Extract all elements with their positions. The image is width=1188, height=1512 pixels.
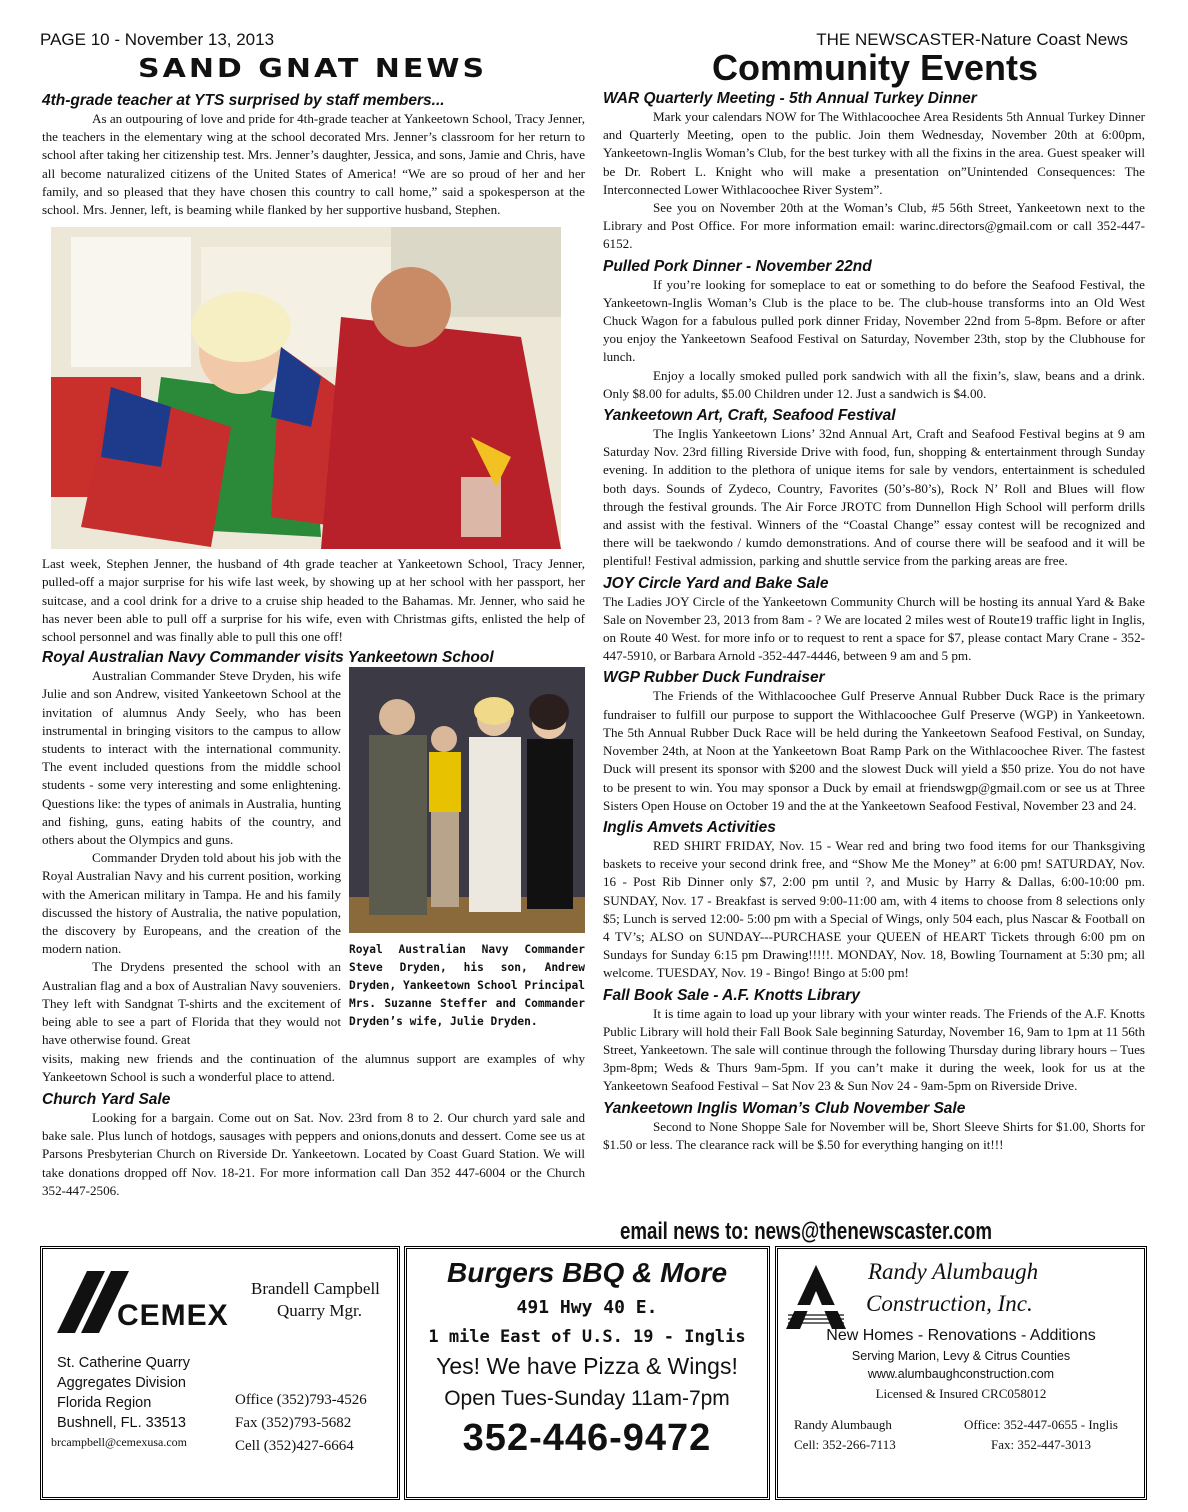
contact-name: Brandell Campbell xyxy=(251,1279,380,1298)
event-headline: Yankeetown Art, Craft, Seafood Festival xyxy=(603,407,896,425)
page-number-date: PAGE 10 - November 13, 2013 xyxy=(40,30,275,49)
right-column xyxy=(603,86,1145,1154)
office-phone: Office: 352-447-0655 - Inglis xyxy=(964,1417,1118,1432)
event-paragraph: The Ladies JOY Circle of the Yankeetown Community Church will be hosting its annual Yard & Bake Sale on November 23, 2013 from 8am - ? We are located 2 miles west of Route19 traffic light in Inglis, on Route 40 West. for more info or to request to rent a space for $7, please contact Mary Crane - 352-447-5910, or Barbara Arnold -352-447-4446, between 9 am and 5 pm. xyxy=(603,593,1145,664)
pizza-wings: Yes! We have Pizza & Wings! xyxy=(436,1353,738,1379)
event-headline: Inglis Amvets Activities xyxy=(603,818,776,836)
event-paragraph: The Friends of the Withlacoochee Gulf Preserve Annual Rubber Duck Race is the primary fundraiser to fulfill our purpose to support the Withlacoochee Gulf Preserve (WGP) in Yankeetown. The 5th Annual Rubber Duck Race will be held during the Yankeetown Seafood Festival, on Sunday, November 24th, at Noon at the Yankeetown Boat Ramp Park on the Withlacoochee River. The fastest Duck will present its sponsor with $200 and the slowest Duck will yield a $50 prize. You do not have to be present to win. You may sponsor a Duck by email at friendswgp@gmail.com or see us at Three Sisters Open House on October 19 and the at the Yankeetown Seafood Festival, November 23 and 24. xyxy=(603,688,1145,813)
office-contact xyxy=(946,1415,1136,1455)
article-headline: Royal Australian Navy Commander visits Yankeetown School xyxy=(42,649,494,667)
company-owner-name: Randy Alumbaugh xyxy=(868,1259,1039,1284)
service-area: Serving Marion, Levy & Citrus Counties xyxy=(851,1349,1071,1363)
phone-line: Fax (352)793-5682 xyxy=(235,1415,352,1431)
website[interactable]: www.alumbaughconstruction.com xyxy=(867,1367,1055,1381)
article-paragraph: The Drydens presented the school with an Australian flag and a box of Australian Navy souveniers. They left with Sandgnat T-shirts and the excitement of being able to see a part of Florida that they would not have otherwise found. Great xyxy=(42,959,341,1048)
license: Licensed & Insured CRC058012 xyxy=(875,1386,1047,1401)
restaurant-location: 1 mile East of U.S. 19 - Inglis xyxy=(428,1327,746,1347)
article-paragraph: Commander Dryden told about his job with the Royal Australian Navy and his current position, working with the American military in Tampa. He and his family discussed the history of Australia, the native population, the discovery by Europeans, and the creation of the modern nation. xyxy=(42,850,341,957)
event-paragraph: Enjoy a locally smoked pulled pork sandwich with all the fixin’s, slaw, beans and a drink. Only $8.00 for adults, $5.00 Children under 12. Just a sandwich is $4.00. xyxy=(603,367,1145,401)
navy-photo xyxy=(349,667,585,933)
event-headline: Fall Book Sale - A.F. Knotts Library xyxy=(603,986,860,1004)
navy-photo-caption: Royal Australian Navy Commander Steve Dryden, his son, Andrew Dryden, Yankeetown School Principal Mrs. Suzanne Steffer and Commander Dryden’s wife, Julie Dryden. xyxy=(349,943,585,1029)
navy-article-body xyxy=(42,667,585,1086)
community-events-title: Community Events xyxy=(712,47,1039,88)
fax-number: Fax: 352-447-3013 xyxy=(990,1437,1092,1452)
services: New Homes - Renovations - Additions xyxy=(826,1327,1096,1344)
navy-photo-block xyxy=(349,667,585,1031)
event-paragraph: RED SHIRT FRIDAY, Nov. 15 - Wear red and bring two food items for our Thanksgiving baskets to receive your second drink free, and “Show Me the Money” at 6:00 pm! SATURDAY, Nov. 16 - Post Rib Dinner only $7, 2:00 pm until ?, and Music by Harry & Dallas, 6:00-10:00 pm. SUNDAY, Nov. 17 - Breakfast is served 9:00-11:00 am, with 4 items to choose from 8 selections only $5; Lunch is served 12:00- 5:00 pm with a Special of Wings, only 504 each, plus Nascar & Football on 4 TV’s; ALSO on SUNDAY---PURCHASE your QUEEN of HEART Tickets through 6:00 pm on Sundays for Sunday 6:15 pm Drawing!!!!!. MONDAY, Nov. 18, Bowling Tournament at 5:30 pm; all welcome. TUESDAY, Nov. 19 - Bingo! Bingo at 5:00 pm! xyxy=(603,837,1145,981)
contact-name: Randy Alumbaugh xyxy=(794,1417,892,1432)
cemex-phones xyxy=(235,1389,367,1458)
company-name: Construction, Inc. xyxy=(866,1291,1033,1316)
event-paragraph: Second to None Shoppe Sale for November will be, Short Sleeve Shirts for $1.00, Shorts for $1.50 or less. The clearance rack will be $.50 for everything hanging on it!!! xyxy=(603,1118,1145,1152)
restaurant-phone: 352-446-9472 xyxy=(462,1417,712,1459)
address-line: Aggregates Division xyxy=(57,1375,186,1391)
cemex-email[interactable]: brcampbell@cemexusa.com xyxy=(51,1435,187,1449)
article-paragraph: Last week, Stephen Jenner, the husband of 4th grade teacher at Yankeetown School, Tracy Jenner, pulled-off a major surprise for his wife last week, by showing up at her school with her passport, her suitcase, and a cool drink for a drive to a cruise ship headed to the Bahamas. Mr. Jenner, who said he has never been able to pull off a surprise for his wife, even with Christmas gifts, enlisted the help of school personnel and was finally able to pull this one off! xyxy=(42,556,585,645)
article-paragraph: Australian Commander Steve Dryden, his wife Julie and son Andrew, visited Yankeetown School at the invitation of alumnus Andy Seely, who has been instrumental in bringing visitors to the campus to allow students to interact with the international community. The event included questions from the middle school students - some very interesting and some enlightening. Questions like: the types of animals in Australia, hunting and fishing, guns, eating habits of the country, and others about the Olympics and guns. xyxy=(42,668,341,848)
article-paragraph: visits, making new friends and the continuation of the alumnus support are examples of why Yankeetown School is such a wonderful place to attend. xyxy=(42,1050,585,1084)
event-paragraph: If you’re looking for someplace to eat or something to do before the Seafood Festival, the Yankeetown-Inglis Woman’s Club is the place to be. The club-house transforms into an Old West Chuck Wagon for a fabulous pulled pork dinner Friday, November 22nd from 5-8pm. Before or after you enjoy the Yankeetown Seafood Festival on Saturday, November 23th, stop by the Clubhouse for lunch. xyxy=(603,276,1145,365)
article-paragraph: As an outpouring of love and pride for 4th-grade teacher at Yankeetown School, Tracy Jenner, the teachers in the elementary wing at the school decorated Mrs. Jenner’s classroom for her return to school after taking her citizenship test. Mrs. Jenner’s daughter, Jessica, and sons, Jamie and Chris, have all become naturalized citizens of the United States of America! “We are so proud of her and her family, and so pleased that they have chosen this country to call home,” said a spokesperson at the school. Mrs. Jenner, left, is beaming while flanked by her supportive husband, Stephen. xyxy=(42,111,585,218)
article-headline: Church Yard Sale xyxy=(42,1090,171,1108)
phone-line: Office (352)793-4526 xyxy=(235,1392,367,1408)
event-headline: WGP Rubber Duck Fundraiser xyxy=(603,669,825,687)
phone-line: Cell (352)427-6664 xyxy=(235,1438,354,1454)
sand-gnat-news-title: SAND GNAT NEWS xyxy=(138,54,488,84)
alumbaugh-ad xyxy=(775,1246,1147,1500)
event-headline: WAR Quarterly Meeting - 5th Annual Turkey Dinner xyxy=(603,90,977,107)
address-line: Florida Region xyxy=(57,1395,152,1411)
cemex-ad xyxy=(40,1246,400,1500)
contact-title: Quarry Mgr. xyxy=(277,1301,362,1320)
quarry-address xyxy=(57,1353,190,1433)
cell-phone: Cell: 352-266-7113 xyxy=(794,1437,896,1452)
owner-contact xyxy=(794,1415,896,1455)
article-paragraph: Looking for a bargain. Come out on Sat. Nov. 23rd from 8 to 2. Our church yard sale and bake sale. Plus lunch of hotdogs, sausages with peppers and onions,donuts and dessert. Come see us at Parsons Presbyterian Church on Riverside Dr. Yankeetown. Located by Coast Guard Station. We will take donations dropped off Nov. 18-21. For more information call Dan 352 447-6004 or the Church 352-447-2506. xyxy=(42,1109,585,1198)
address-line: Bushnell, FL. 33513 xyxy=(57,1415,186,1431)
event-headline: Pulled Pork Dinner - November 22nd xyxy=(603,257,872,275)
email-news-link[interactable]: email news to: news@thenewscaster.com xyxy=(620,1218,992,1245)
event-headline: JOY Circle Yard and Bake Sale xyxy=(603,574,829,592)
restaurant-address: 491 Hwy 40 E. xyxy=(516,1297,658,1318)
event-headline: Yankeetown Inglis Woman’s Club November Sale xyxy=(603,1099,966,1117)
event-paragraph: It is time again to load up your library with your winter reads. The Friends of the A.F. Knotts Public Library will hold their Fall Book Sale beginning Saturday, November 16, 9am to 1pm at 11 56th Street, Yankeetown. The sale will continue through the following Thursday during library hours – Tues 3pm-8pm; Weds & Thurs 9am-5pm. If you can’t make it during the week, look for us at the Yankeetown Seafood Festival – Sat Nov 23 & Sun Nov 24 - 9am-5pm on Riverside Drive. xyxy=(603,1005,1145,1094)
publication-name: THE NEWSCASTER-Nature Coast News xyxy=(816,30,1128,49)
address-line: St. Catherine Quarry xyxy=(57,1355,190,1371)
jenner-photo xyxy=(51,227,561,549)
cemex-logo-text: CEMEX xyxy=(117,1299,229,1332)
restaurant-name: Burgers BBQ & More xyxy=(446,1257,728,1288)
event-paragraph: Mark your calendars NOW for The Withlacoochee Area Residents 5th Annual Turkey Dinner and Quarterly Meeting, open to the public. Join them Wednesday, November 20th at 6:00pm, Yankeetown-Inglis Woman’s Club, for the best turkey with all the fixins in the area. Guest speaker will be Dr. Robert L. Knight who will make a presentation on”Unintended Consequences: The Interconnected Lower Withlacoochee River System”. xyxy=(603,109,1145,197)
burgers-ad xyxy=(404,1246,770,1500)
left-column xyxy=(42,88,585,1200)
event-paragraph: See you on November 20th at the Woman’s Club, #5 56th Street, Yankeetown next to the Library and Post Office. For more information email: warinc.directors@gmail.com or call 352-447-6152. xyxy=(603,200,1145,252)
article-headline: 4th-grade teacher at YTS surprised by staff members... xyxy=(42,92,445,109)
event-paragraph: The Inglis Yankeetown Lions’ 32nd Annual Art, Craft and Seafood Festival begins at 9 am Saturday Nov. 23rd filling Riverside Drive with food, fun, shopping & entertainment through Sunday evening. In addition to the plethora of unique items for sale by vendors, entertainment is scheduled both days. Sounds of Zydeco, Country, Favorites (50’s-80’s), Rock N’ Roll and Blues will flow through the festival grounds. The Air Force JROTC from Dunnellon High School will perform drills and assist with the festival. Winners of the “Coastal Change” essay contest will be recognized and there will be taekwondo / kumdo demonstrations. And of course there will be seafood and it will be plentiful! Festival admission, parking and shuttle service from the parking areas are free. xyxy=(603,426,1145,569)
construction-logo-icon xyxy=(786,1265,846,1334)
restaurant-hours: Open Tues-Sunday 11am-7pm xyxy=(444,1387,730,1410)
